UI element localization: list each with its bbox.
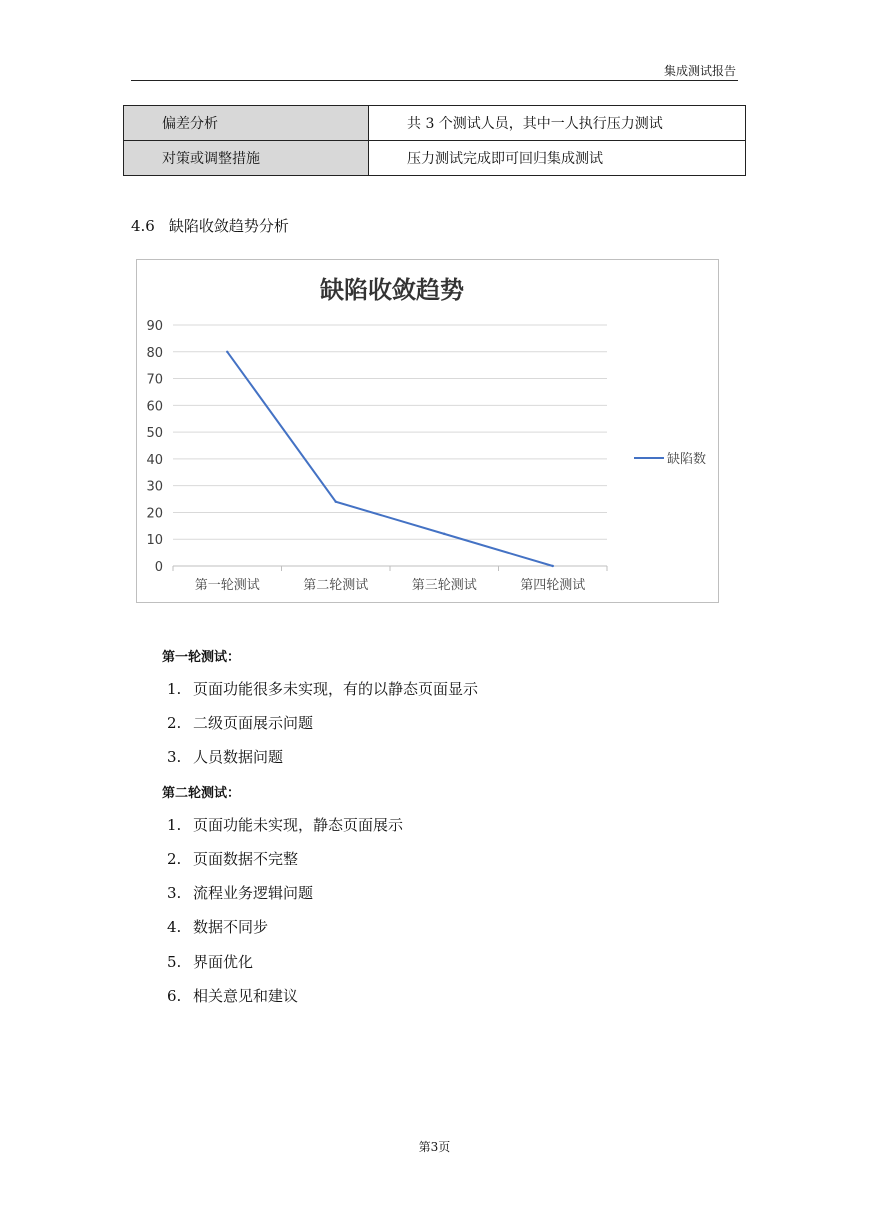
x-tick-label: 第四轮测试 [520, 578, 586, 593]
list-item-text: 页面功能很多未实现，有的以静态页面显示 [193, 680, 479, 698]
round1-title: 第一轮测试： [162, 650, 241, 665]
list-item-text: 相关意见和建议 [193, 987, 299, 1005]
list-item-number: 1. [167, 816, 182, 834]
list-item [167, 746, 283, 767]
data-point [335, 501, 337, 503]
y-tick-label: 40 [146, 452, 163, 468]
y-tick-label: 70 [146, 372, 163, 388]
list-item-text: 数据不同步 [193, 918, 269, 936]
list-item [167, 848, 298, 869]
chart-title: 缺陷收敛趋势 [320, 276, 464, 304]
x-tick-label: 第一轮测试 [194, 578, 260, 593]
list-item-number: 5. [167, 953, 182, 971]
list-item-text: 页面功能未实现，静态页面展示 [193, 816, 404, 834]
table-value-cell: 共 3 个测试人员，其中一人执行压力测试 [369, 106, 746, 141]
data-point [443, 533, 445, 535]
table-row [124, 141, 746, 176]
x-tick-label: 第二轮测试 [303, 578, 369, 593]
chart-svg [137, 260, 720, 604]
list-item [167, 951, 253, 972]
deviation-table [123, 105, 746, 176]
table-key-cell: 对策或调整措施 [124, 141, 369, 176]
table-row [124, 106, 746, 141]
y-tick-label: 80 [146, 345, 163, 361]
legend-label: 缺陷数 [667, 452, 707, 467]
y-tick-label: 30 [146, 479, 163, 495]
section-title: 缺陷收敛趋势分析 [168, 217, 289, 235]
list-item-text: 页面数据不完整 [193, 850, 299, 868]
list-item-number: 3. [167, 884, 182, 902]
round2-title: 第二轮测试： [162, 786, 241, 801]
x-tick-label: 第三轮测试 [411, 578, 477, 593]
list-item [167, 678, 478, 699]
y-tick-label: 90 [146, 319, 163, 334]
data-point [226, 351, 228, 353]
list-item [167, 814, 403, 835]
list-item [167, 712, 313, 733]
list-item [167, 985, 298, 1006]
header-doc-title: 集成测试报告 [663, 64, 736, 78]
page-header [131, 58, 738, 81]
list-item-text: 人员数据问题 [193, 748, 284, 766]
list-item-text: 二级页面展示问题 [193, 714, 314, 732]
list-item [167, 916, 268, 937]
list-item [167, 882, 313, 903]
section-heading [131, 215, 289, 236]
defect-trend-chart [136, 259, 719, 603]
list-item-number: 3. [167, 748, 182, 766]
list-item-text: 流程业务逻辑问题 [193, 884, 314, 902]
section-number: 4.6 [131, 217, 155, 235]
table-key-cell: 偏差分析 [124, 106, 369, 141]
data-point [552, 565, 554, 567]
list-item-text: 界面优化 [193, 953, 254, 971]
y-tick-label: 50 [146, 426, 163, 442]
list-item-number: 6. [167, 987, 182, 1005]
y-tick-label: 0 [154, 560, 163, 575]
y-tick-label: 60 [146, 399, 163, 415]
list-item-number: 2. [167, 850, 182, 868]
y-tick-label: 10 [146, 533, 163, 549]
list-item-number: 2. [167, 714, 182, 732]
y-tick-label: 20 [146, 506, 163, 522]
list-item-number: 1. [167, 680, 182, 698]
list-item-number: 4. [167, 918, 182, 936]
page-footer: 第3页 [418, 1140, 451, 1154]
table-value-cell: 压力测试完成即可回归集成测试 [369, 141, 746, 176]
